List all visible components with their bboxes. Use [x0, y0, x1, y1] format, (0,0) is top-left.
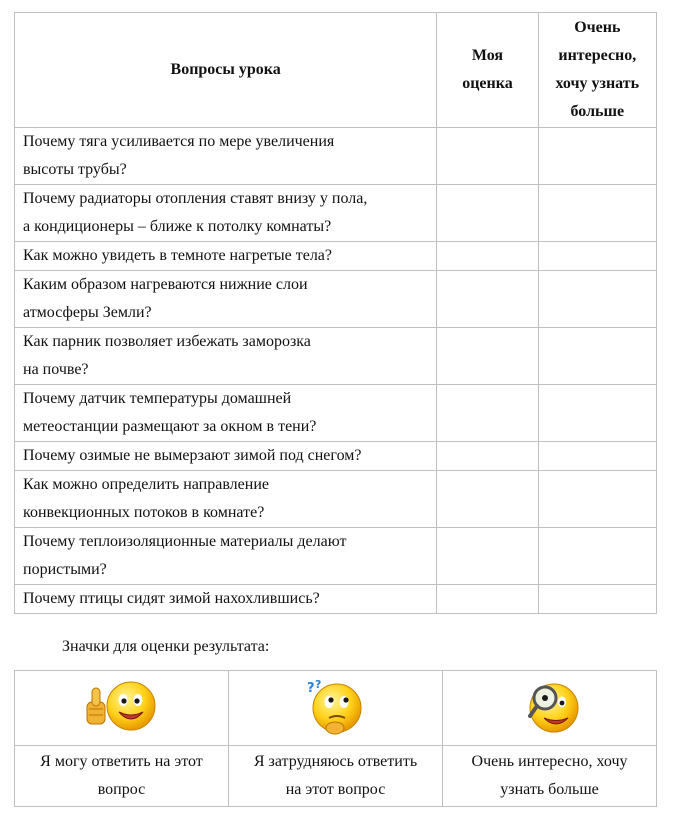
interest-cell[interactable]	[538, 242, 656, 271]
legend-icon-cell	[443, 671, 657, 746]
svg-text:?: ?	[315, 677, 322, 691]
interest-cell[interactable]	[538, 185, 656, 242]
question-text: Почему птицы сидят зимой нахохлившись?	[15, 585, 437, 614]
question-text: Как парник позволяет избежать заморозка на почве?	[15, 328, 437, 385]
interest-cell[interactable]	[538, 471, 656, 528]
question-row	[15, 128, 657, 185]
my-rating-cell[interactable]	[437, 528, 538, 585]
thumbs-up-smiley-icon	[81, 676, 161, 736]
header-my-rating: Моя оценка	[437, 13, 538, 128]
header-questions: Вопросы урока	[15, 13, 437, 128]
legend-label-hard-to-answer: Я затрудняюсь ответить на этот вопрос	[228, 746, 442, 807]
question-text: Почему датчик температуры домашней метеостанции размещают за окном в тени?	[15, 385, 437, 442]
questions-table	[14, 12, 657, 614]
question-row	[15, 185, 657, 242]
my-rating-cell[interactable]	[437, 128, 538, 185]
legend-table	[14, 670, 657, 807]
question-row	[15, 271, 657, 328]
thinking-smiley-icon	[295, 676, 375, 736]
question-text: Почему теплоизоляционные материалы делают пористыми?	[15, 528, 437, 585]
my-rating-cell[interactable]	[437, 271, 538, 328]
magnifier-smiley-icon	[510, 676, 590, 736]
my-rating-cell[interactable]	[437, 585, 538, 614]
my-rating-cell[interactable]	[437, 185, 538, 242]
my-rating-cell[interactable]	[437, 242, 538, 271]
question-row	[15, 242, 657, 271]
question-text: Почему радиаторы отопления ставят внизу у пола, а кондиционеры – ближе к потолку комнаты?	[15, 185, 437, 242]
question-text: Почему тяга усиливается по мере увеличения высоты трубы?	[15, 128, 437, 185]
interest-cell[interactable]	[538, 528, 656, 585]
svg-text:?: ?	[307, 680, 316, 696]
question-text: Каким образом нагреваются нижние слои атмосферы Земли?	[15, 271, 437, 328]
my-rating-cell[interactable]	[437, 328, 538, 385]
header-very-interesting: Очень интересно, хочу узнать больше	[538, 13, 656, 128]
legend-title: Значки для оценки результата:	[62, 638, 270, 655]
my-rating-cell[interactable]	[437, 442, 538, 471]
question-row	[15, 385, 657, 442]
question-row	[15, 585, 657, 614]
legend-label-can-answer: Я могу ответить на этот вопрос	[15, 746, 229, 807]
interest-cell[interactable]	[538, 585, 656, 614]
question-text: Как можно увидеть в темноте нагретые тела?	[15, 242, 437, 271]
question-row	[15, 328, 657, 385]
legend-icon-cell	[15, 671, 229, 746]
my-rating-cell[interactable]	[437, 385, 538, 442]
interest-cell[interactable]	[538, 271, 656, 328]
interest-cell[interactable]	[538, 385, 656, 442]
interest-cell[interactable]	[538, 128, 656, 185]
interest-cell[interactable]	[538, 328, 656, 385]
question-text: Как можно определить направление конвекционных потоков в комнате?	[15, 471, 437, 528]
question-text: Почему озимые не вымерзают зимой под снегом?	[15, 442, 437, 471]
question-row	[15, 528, 657, 585]
legend-icon-cell	[228, 671, 442, 746]
interest-cell[interactable]	[538, 442, 656, 471]
question-row	[15, 442, 657, 471]
legend-label-want-to-know-more: Очень интересно, хочу узнать больше	[443, 746, 657, 807]
my-rating-cell[interactable]	[437, 471, 538, 528]
question-row	[15, 471, 657, 528]
